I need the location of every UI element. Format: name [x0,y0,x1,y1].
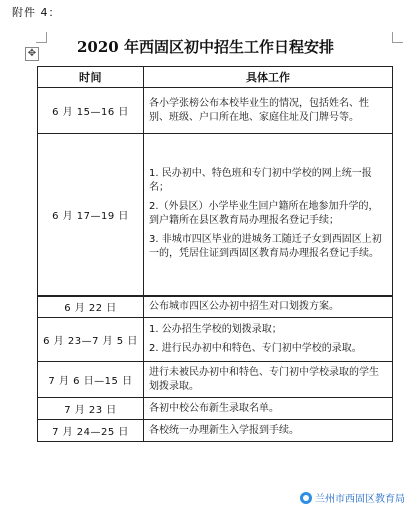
attachment-label: 附件 4： [12,6,61,19]
work-item: 各校统一办理新生入学报到手续。 [149,424,299,436]
work-cell [144,88,393,134]
date-cell: 7 月 6 日—15 日 [38,362,144,398]
work-item: 进行未被民办初中和特色、专门初中学校录取的学生划拨录取。 [149,366,379,392]
table-row [38,362,393,398]
date-cell: 6 月 23—7 月 5 日 [38,318,144,362]
work-cell [144,318,393,362]
table-row [38,296,393,318]
table-row [38,134,393,296]
watermark [300,490,405,505]
work-item: 各小学张榜公布本校毕业生的情况，包括姓名、性别、班级、户口所在地、家庭住址及门牌号等。 [149,97,369,123]
work-cell [144,296,393,318]
work-item: 3. 非城市四区毕业的进城务工随迁子女到西固区上初一的，凭居住证到西固区教育局办理报名登记手续。 [149,234,382,260]
work-cell [144,134,393,296]
header-time: 时间 [38,67,144,88]
date-cell: 7 月 23 日 [38,398,144,420]
work-cell [144,420,393,442]
date-cell: 6 月 22 日 [38,296,144,318]
work-cell [144,362,393,398]
table-row [38,420,393,442]
table-row [38,88,393,134]
table-row [38,398,393,420]
watermark-text: 兰州市西固区教育局 [315,494,405,505]
work-cell [144,398,393,420]
schedule-table [37,66,393,442]
date-cell: 7 月 24—25 日 [38,420,144,442]
work-item: 公布城市四区公办初中招生对口划拨方案。 [149,300,339,312]
work-item: 1. 民办初中、特色班和专门初中学校的网上统一报名； [149,168,372,194]
document-title: 2020 年西固区初中招生工作日程安排 [77,38,334,56]
work-item: 2.（外县区）小学毕业生回户籍所在地参加升学的，到户籍所在县区教育局办理报名登记手续； [149,201,379,227]
header-work: 具体工作 [144,67,393,88]
date-cell: 6 月 17—19 日 [38,134,144,296]
table-header-row [38,67,393,88]
weibo-logo-icon [300,492,312,504]
table-row [38,318,393,362]
work-item: 各初中校公布新生录取名单。 [149,402,279,414]
table-move-handle-icon[interactable]: ✥ [25,47,39,61]
work-item: 2. 进行民办初中和特色、专门初中学校的录取。 [149,343,362,354]
date-cell: 6 月 15—16 日 [38,88,144,134]
work-item: 1. 公办招生学校的划拨录取； [149,324,282,335]
